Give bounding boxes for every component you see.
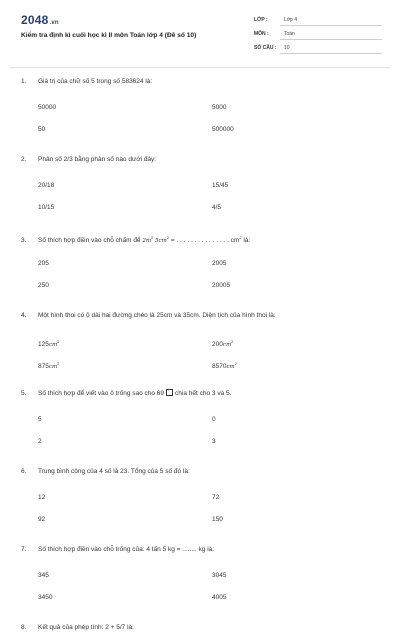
- question-7: [0, 544, 400, 608]
- header-divider: [10, 67, 390, 68]
- answer-option[interactable]: 50000: [38, 104, 57, 111]
- question-text: [21, 544, 386, 556]
- answer-option[interactable]: $8570cm^2$: [212, 361, 237, 371]
- question-2: [0, 154, 400, 218]
- site-logo[interactable]: [21, 13, 59, 27]
- answer-option[interactable]: 4005: [212, 594, 227, 601]
- answer-option[interactable]: 50: [38, 126, 46, 133]
- answer-option[interactable]: 0: [212, 416, 216, 423]
- answer-option[interactable]: 3450: [38, 594, 53, 601]
- answer-option[interactable]: 250: [38, 282, 49, 289]
- question-8: [0, 622, 400, 634]
- exam-title: Kiểm tra định kì cuối học kì II môn Toán lớp 4 (Đề số 10): [21, 32, 197, 39]
- question-prompt: Kết quả của phép tính: 2 + 5/7 là:: [38, 624, 134, 631]
- meta-underline: [280, 25, 382, 26]
- meta-value: 10: [284, 45, 290, 51]
- question-number: 1.: [21, 78, 27, 85]
- exponent: 2: [239, 235, 242, 240]
- answer-option[interactable]: 15/45: [212, 182, 229, 189]
- answer-options: [38, 556, 338, 608]
- question-1: [0, 76, 400, 140]
- answer-option[interactable]: 150: [212, 516, 223, 523]
- meta-underline: [280, 53, 382, 54]
- question-prompt: Số thích hợp điền vào chỗ chấm để: [38, 237, 143, 245]
- answer-options: [38, 400, 338, 452]
- answer-options: [38, 478, 338, 530]
- meta-question-count: [254, 44, 382, 58]
- answer-option[interactable]: 72: [212, 494, 220, 501]
- answer-options: [38, 322, 338, 374]
- math-term: 5cm: [153, 238, 167, 245]
- question-text: [21, 466, 386, 478]
- exam-meta: [254, 16, 382, 58]
- question-prompt: Phân số 2/3 bằng phân số nào dưới đây:: [38, 156, 157, 163]
- exam-header: [0, 0, 400, 66]
- question-number: 8.: [21, 624, 27, 631]
- answer-option[interactable]: 10/15: [38, 204, 55, 211]
- blank-line: = . . . . . . . . . . . . . . . cm: [169, 237, 240, 245]
- logo-suffix: .vn: [49, 20, 59, 26]
- answer-option[interactable]: 2: [38, 438, 42, 445]
- answer-option[interactable]: 2005: [212, 260, 227, 267]
- meta-class: [254, 16, 382, 30]
- meta-underline: [280, 39, 382, 40]
- answer-option[interactable]: $875cm^2$: [38, 361, 60, 371]
- question-prompt: Số thích hợp để viết vào ô trống sao cho 69: [38, 390, 165, 397]
- question-3: [0, 232, 400, 296]
- meta-subject: [254, 30, 382, 44]
- question-list: [0, 76, 400, 634]
- answer-option[interactable]: 3045: [212, 572, 227, 579]
- question-text: [21, 154, 386, 166]
- exponent: 2: [151, 235, 154, 240]
- answer-option[interactable]: $200cm^2$: [212, 339, 234, 349]
- question-number: 3.: [21, 237, 27, 245]
- question-5: [0, 388, 400, 452]
- question-tail: chia hết cho 3 và 5.: [175, 390, 232, 397]
- question-6: [0, 466, 400, 530]
- exponent: 2: [166, 235, 170, 240]
- meta-label: LỚP :: [254, 17, 268, 23]
- answer-options: [38, 88, 338, 140]
- question-number: 5.: [21, 390, 27, 397]
- meta-value: Lớp 4: [284, 17, 298, 23]
- question-prompt: Số thích hợp điền vào chỗ trống của: 4 tấn 5 kg = ........ kg là:: [38, 546, 215, 553]
- question-tail: là:: [241, 237, 251, 245]
- answer-option[interactable]: 3: [212, 438, 216, 445]
- answer-option[interactable]: 92: [38, 516, 46, 523]
- question-prompt: Một hình thoi có ộ dài hai đường chéo là 25cm và 35cm. Diện tích của hình thoi là:: [38, 312, 276, 319]
- meta-label: SỐ CÂU :: [254, 45, 277, 51]
- meta-label: MÔN :: [254, 31, 269, 37]
- question-text: [21, 388, 386, 400]
- question-text: [21, 232, 386, 244]
- logo-main: 2048: [21, 13, 49, 27]
- answer-option[interactable]: 500000: [212, 126, 234, 133]
- math-term: 2m: [142, 238, 152, 245]
- answer-option[interactable]: 205: [38, 260, 49, 267]
- question-prompt: Giá trị của chữ số 5 trong số 583624 là:: [38, 78, 153, 85]
- meta-value: Toán: [284, 31, 295, 37]
- empty-box-icon: [166, 389, 173, 396]
- answer-option[interactable]: 12: [38, 494, 46, 501]
- answer-option[interactable]: 5: [38, 416, 42, 423]
- question-4: [0, 310, 400, 374]
- question-prompt: Trung bình cộng của 4 số là 23. Tổng của 5 số đó là:: [38, 468, 190, 475]
- question-number: 7.: [21, 546, 27, 553]
- answer-options: [38, 166, 338, 218]
- question-text: [21, 622, 386, 634]
- question-number: 2.: [21, 156, 27, 163]
- answer-option[interactable]: 5000: [212, 104, 227, 111]
- question-number: 4.: [21, 312, 27, 319]
- answer-option[interactable]: 20/18: [38, 182, 55, 189]
- question-text: [21, 310, 386, 322]
- answer-option[interactable]: $125cm^2$: [38, 339, 60, 349]
- answer-options: [38, 244, 338, 296]
- question-number: 6.: [21, 468, 27, 475]
- answer-option[interactable]: 20005: [212, 282, 231, 289]
- answer-option[interactable]: 4/5: [212, 204, 222, 211]
- question-text: [21, 76, 386, 88]
- answer-option[interactable]: 345: [38, 572, 49, 579]
